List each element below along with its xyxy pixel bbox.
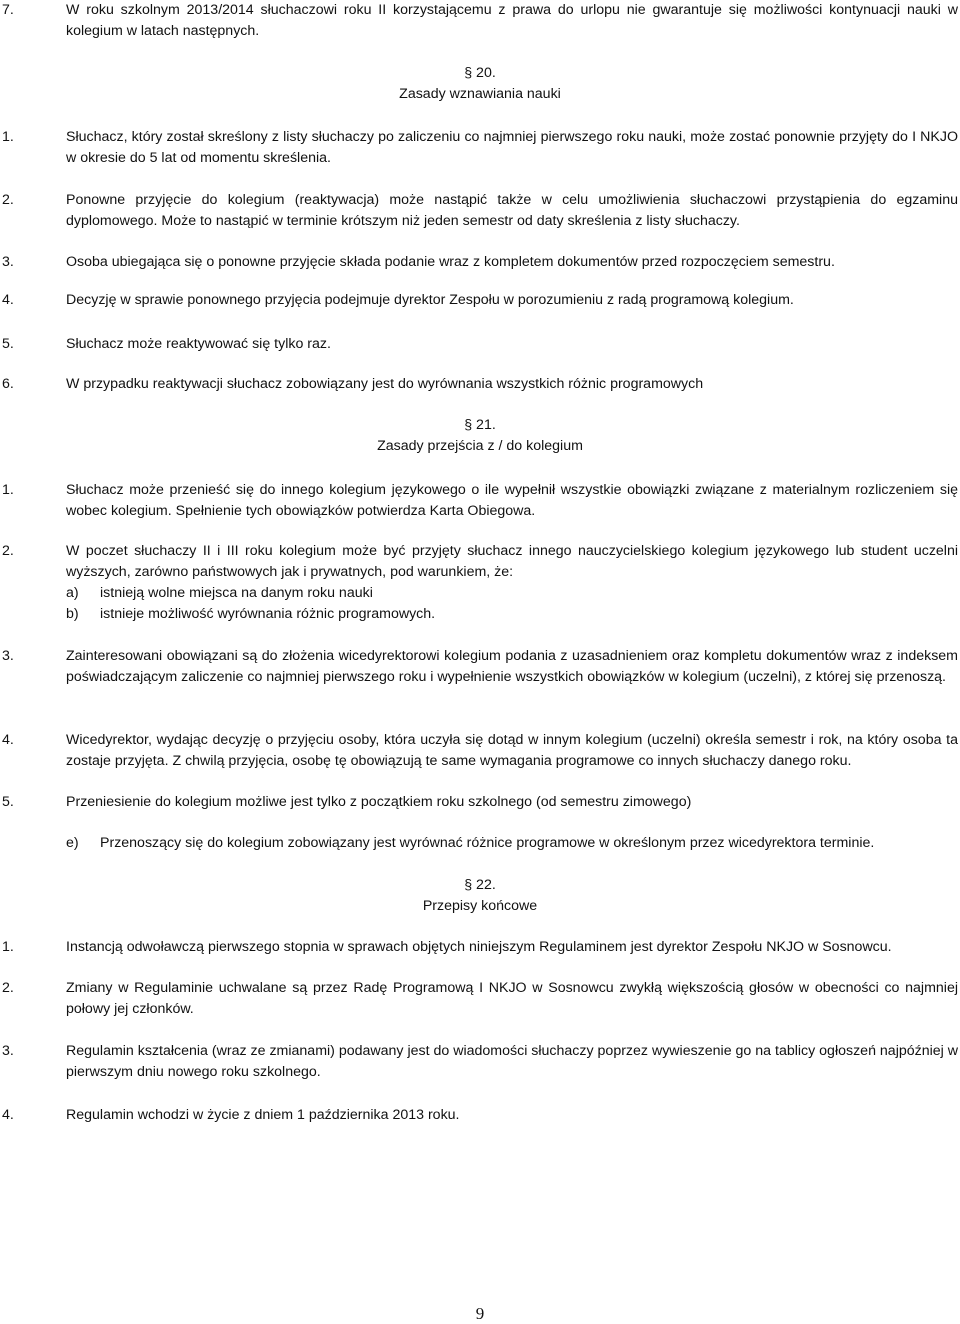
section-20-heading (0, 63, 960, 105)
section-title: Zasady wznawiania nauki (399, 86, 561, 102)
item-text: Wicedyrektor, wydając decyzję o przyjęciu osoby, która uczyła się dotąd w innym kolegium (uczelni) określa semestr i rok, na który osoba ta zostaje przyjęta. Z chwilą przyjęcia, osobę tę obowiązują te same wymagania programowe co innych słuchaczy danego roku. (66, 732, 958, 769)
item-text: Ponowne przyjęcie do kolegium (reaktywacja) może nastąpić także w celu umożliwienia słuchaczowi przystąpienia do egzaminu dyplomowego. Może to nastąpić w terminie krótszym niż jeden semestr od daty skreślenia z listy słuchaczy. (66, 192, 958, 229)
sub-text: istnieje możliwość wyrównania różnic programowych. (100, 606, 436, 622)
sub-item-a (66, 583, 958, 604)
item-text (66, 480, 958, 522)
page-number: 9 (475, 1304, 485, 1323)
item-number: 3. (2, 648, 14, 664)
item-number: 2. (2, 980, 14, 996)
item-number: 4. (2, 292, 14, 308)
item-text: Zmiany w Regulaminie uchwalane są przez Radę Programową I NKJO w Sosnowcu zwykłą większością głosów w obecności co najmniej połowy jej członków. (66, 980, 958, 1017)
section-21-heading (0, 415, 960, 457)
item-text: Regulamin kształcenia (wraz ze zmianami) podawany jest do wiadomości słuchaczy poprzez wywieszenie go na tablicy ogłoszeń najpóźniej w pierwszym dniu nowego roku szkolnego. (66, 1043, 958, 1080)
item-number: 7. (2, 2, 14, 18)
item-text-part: Słuchacz może przenieść się do innego kolegium językowego o ile wypełnił wszystkie obowiązki związane z materialnym rozliczeniem się wobec kolegium. (66, 482, 958, 519)
item-number: 3. (2, 1043, 14, 1059)
item-number: 2. (2, 543, 14, 559)
sub-text: Przenoszący się do kolegium zobowiązany jest wyrównać różnice programowe w określonym przez wicedyrektora terminie. (100, 835, 875, 851)
item-text: Zainteresowani obowiązani są do złożenia wicedyrektorowi kolegium podania z uzasadnieniem oraz kompletu dokumentów wraz z indeksem poświadczającym zaliczenie co najmniej pierwszego roku i wypełnienie wszystkich obowiązków w kolegium (uczelni), z której się przenoszą. (66, 648, 958, 685)
item-number: 6. (2, 376, 14, 392)
item-number: 4. (2, 732, 14, 748)
sub-text: istnieją wolne miejsca na danym roku nauki (100, 585, 373, 601)
sub-label: e) (66, 835, 79, 851)
section-number: § 20. (464, 65, 496, 81)
item-text: Osoba ubiegająca się o ponowne przyjęcie składa podanie wraz z kompletem dokumentów przed rozpoczęciem semestru. (66, 254, 835, 270)
item-number: 1. (2, 482, 14, 498)
item-text: W poczet słuchaczy II i III roku kolegium może być przyjęty słuchacz innego nauczycielskiego kolegium językowego lub student uczelni wyższych, zarówno państwowych jak i prywatnych, pod warunkiem, że: (66, 543, 958, 580)
sub-item-b (66, 604, 958, 625)
item-number: 4. (2, 1107, 14, 1123)
item-number: 5. (2, 794, 14, 810)
section-number: § 22. (464, 877, 496, 893)
item-text: Instancją odwoławczą pierwszego stopnia w sprawach objętych niniejszym Regulaminem jest dyrektor Zespołu NKJO w Sosnowcu. (66, 939, 892, 955)
item-number: 2. (2, 192, 14, 208)
item-text: Regulamin wchodzi w życie z dniem 1 października 2013 roku. (66, 1107, 460, 1123)
item-number: 1. (2, 939, 14, 955)
section-title: Zasady przejścia z / do kolegium (377, 438, 583, 454)
item-text-block (66, 541, 958, 625)
sub-label: a) (66, 585, 79, 601)
section-22-heading (0, 875, 960, 917)
item-text: W przypadku reaktywacji słuchacz zobowiązany jest do wyrównania wszystkich różnic programowych (66, 376, 704, 392)
item-text: W roku szkolnym 2013/2014 słuchaczowi roku II korzystającemu z prawa do urlopu nie gwarantuje się możliwości kontynuacji nauki w kolegium w latach następnych. (66, 2, 958, 39)
item-number: 5. (2, 336, 14, 352)
sub-label: b) (66, 606, 79, 622)
section-title: Przepisy końcowe (422, 898, 538, 914)
item-text: Przeniesienie do kolegium możliwe jest tylko z początkiem roku szkolnego (od semestru zimowego) (66, 794, 692, 810)
item-text: Słuchacz, który został skreślony z listy słuchaczy po zaliczeniu co najmniej pierwszego roku nauki, może zostać ponownie przyjęty do I NKJO w okresie do 5 lat od momentu skreślenia. (66, 129, 958, 166)
item-number: 1. (2, 129, 14, 145)
item-text: Decyzję w sprawie ponownego przyjęcia podejmuje dyrektor Zespołu w porozumieniu z radą programową kolegium. (66, 292, 794, 308)
item-number: 3. (2, 254, 14, 270)
item-text: Słuchacz może reaktywować się tylko raz. (66, 336, 331, 352)
item-text-part: Spełnienie tych obowiązków potwierdza Karta Obiegowa. (175, 503, 536, 519)
section-number: § 21. (464, 417, 496, 433)
